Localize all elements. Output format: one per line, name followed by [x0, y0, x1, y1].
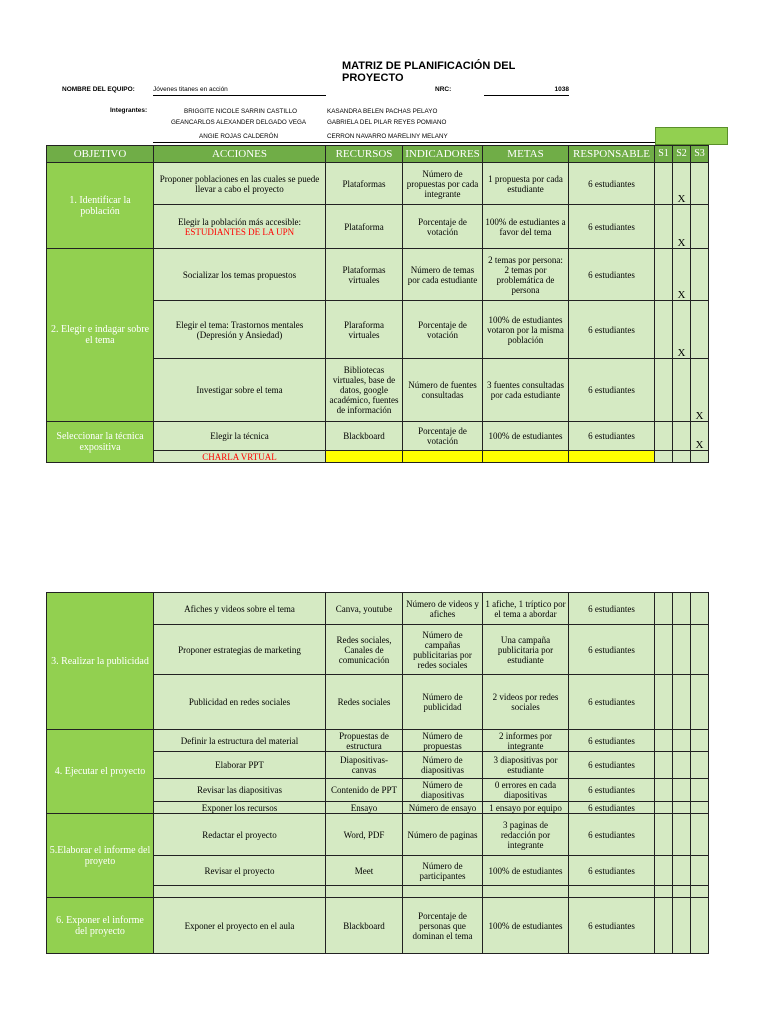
s1-cell	[655, 249, 673, 301]
recurso-cell: Bibliotecas virtuales, base de datos, google académico, fuentes de información	[326, 359, 403, 422]
indicador-cell: Número de diapositivas	[403, 779, 483, 802]
accion-cell: Elegir el tema: Trastornos mentales (Depresión y Ansiedad)	[154, 301, 326, 359]
meta-cell: 3 diapositivas por estudiante	[483, 752, 569, 779]
responsable-cell: 6 estudiantes	[569, 730, 655, 752]
responsable-cell: 6 estudiantes	[569, 205, 655, 249]
indicador-cell: Porcentaje de votación	[403, 422, 483, 451]
s1-cell	[655, 730, 673, 752]
table-row	[47, 249, 709, 301]
s2-cell: X	[673, 205, 691, 249]
meta-cell: 3 fuentes consultadas por cada estudiante	[483, 359, 569, 422]
s2-cell	[673, 675, 691, 730]
s3-cell	[691, 814, 709, 856]
accion-cell: Exponer el proyecto en el aula	[154, 898, 326, 954]
s1-cell	[655, 593, 673, 625]
recurso-cell: Plataformas virtuales	[326, 249, 403, 301]
table-row	[47, 422, 709, 451]
accion-text: Elegir la población más accesible:	[178, 216, 301, 227]
s2-cell	[673, 422, 691, 451]
s2-cell	[673, 886, 691, 898]
s2-cell	[673, 625, 691, 675]
document-title: MATRIZ DE PLANIFICACIÓN DEL PROYECTO	[342, 60, 516, 84]
accion-cell: Definir la estructura del material	[154, 730, 326, 752]
s2-cell: X	[673, 163, 691, 205]
responsable-cell: 6 estudiantes	[569, 625, 655, 675]
member-name: CERRON NAVARRO MARELINY MELANY	[327, 133, 448, 140]
s1-cell	[655, 802, 673, 814]
member-name: BRIGGITE NICOLE SARRIN CASTILLO	[184, 108, 298, 115]
s2-cell	[673, 593, 691, 625]
s2-cell	[673, 779, 691, 802]
s3-cell	[691, 856, 709, 886]
header-corner-cell	[655, 127, 728, 145]
s1-cell	[655, 898, 673, 954]
accion-cell: Proponer poblaciones en las cuales se puede llevar a cabo el proyecto	[154, 163, 326, 205]
indicador-cell: Porcentaje de personas que dominan el tema	[403, 898, 483, 954]
s1-cell	[655, 163, 673, 205]
responsable-cell: 6 estudiantes	[569, 856, 655, 886]
accion-cell: Revisar las diapositivas	[154, 779, 326, 802]
table-row	[47, 593, 709, 625]
s3-cell	[691, 730, 709, 752]
recurso-cell: Plataforma	[326, 205, 403, 249]
accion-cell: Revisar el proyecto	[154, 856, 326, 886]
meta-cell: 100% de estudiantes	[483, 856, 569, 886]
meta-cell: 2 informes por integrante	[483, 730, 569, 752]
header-s2: S2	[673, 146, 691, 163]
member-name: GEANCARLOS ALEXANDER DELGADO VEGA	[171, 119, 307, 126]
indicador-cell: Número de publicidad	[403, 675, 483, 730]
meta-cell: 1 ensayo por equipo	[483, 802, 569, 814]
indicador-cell: Número de paginas	[403, 814, 483, 856]
table-row	[47, 898, 709, 954]
indicador-cell: Número de fuentes consultadas	[403, 359, 483, 422]
responsable-cell: 6 estudiantes	[569, 422, 655, 451]
objective-cell: 2. Elegir e indagar sobre el tema	[47, 249, 154, 422]
accion-cell: Investigar sobre el tema	[154, 359, 326, 422]
s2-cell	[673, 730, 691, 752]
accion-cell	[154, 886, 326, 898]
s3-cell	[691, 886, 709, 898]
s3-cell	[691, 625, 709, 675]
objective-cell: 6. Exponer el informe del proyecto	[47, 898, 154, 954]
accion-cell: CHARLA VRTUAL	[154, 451, 326, 463]
s3-cell: X	[691, 359, 709, 422]
header-responsable: RESPONSABLE	[569, 146, 655, 163]
s3-cell	[691, 249, 709, 301]
s3-cell	[691, 779, 709, 802]
responsable-cell: 6 estudiantes	[569, 593, 655, 625]
responsable-cell: 6 estudiantes	[569, 163, 655, 205]
meta-cell: 1 propuesta por cada estudiante	[483, 163, 569, 205]
s1-cell	[655, 886, 673, 898]
recurso-cell: Plataformas	[326, 163, 403, 205]
team-value: Jóvenes titanes en acción	[153, 86, 326, 96]
members-label: Integrantes:	[110, 107, 148, 114]
recurso-cell	[326, 886, 403, 898]
recurso-cell: Diapositivas-canvas	[326, 752, 403, 779]
responsable-cell: 6 estudiantes	[569, 752, 655, 779]
responsable-cell: 6 estudiantes	[569, 249, 655, 301]
s2-cell	[673, 752, 691, 779]
s1-cell	[655, 451, 673, 463]
s3-cell	[691, 752, 709, 779]
s1-cell	[655, 422, 673, 451]
accion-cell: Elegir la técnica	[154, 422, 326, 451]
header-indicadores: INDICADORES	[403, 146, 483, 163]
s3-cell	[691, 593, 709, 625]
table-row	[47, 814, 709, 856]
s1-cell	[655, 814, 673, 856]
s1-cell	[655, 675, 673, 730]
indicador-cell: Número de propuestas	[403, 730, 483, 752]
header-s1: S1	[655, 146, 673, 163]
s3-cell	[691, 451, 709, 463]
accion-cell: Socializar los temas propuestos	[154, 249, 326, 301]
s2-cell	[673, 814, 691, 856]
header-row	[47, 146, 709, 163]
responsable-cell: 6 estudiantes	[569, 814, 655, 856]
header-acciones: ACCIONES	[154, 146, 326, 163]
indicador-cell: Número de ensayo	[403, 802, 483, 814]
header-objetivo: OBJETIVO	[47, 146, 154, 163]
meta-cell: 100% de estudiantes	[483, 422, 569, 451]
s3-cell	[691, 675, 709, 730]
accion-cell: Afiches y videos sobre el tema	[154, 593, 326, 625]
recurso-cell: Word, PDF	[326, 814, 403, 856]
responsable-cell	[569, 886, 655, 898]
s2-cell	[673, 451, 691, 463]
responsable-cell: 6 estudiantes	[569, 802, 655, 814]
meta-cell: Una campaña publicitaria por estudiante	[483, 625, 569, 675]
s2-cell	[673, 898, 691, 954]
table-row	[47, 163, 709, 205]
s1-cell	[655, 359, 673, 422]
s2-cell: X	[673, 301, 691, 359]
s1-cell	[655, 752, 673, 779]
planning-table-1	[46, 145, 709, 463]
s1-cell	[655, 779, 673, 802]
indicador-cell: Porcentaje de votación	[403, 205, 483, 249]
accion-cell: Publicidad en redes sociales	[154, 675, 326, 730]
recurso-cell: Canva, youtube	[326, 593, 403, 625]
accion-cell	[154, 205, 326, 249]
recurso-cell: Meet	[326, 856, 403, 886]
responsable-cell: 6 estudiantes	[569, 301, 655, 359]
s2-cell	[673, 802, 691, 814]
indicador-cell	[403, 451, 483, 463]
accion-cell: Elaborar PPT	[154, 752, 326, 779]
recurso-cell: Propuestas de estructura	[326, 730, 403, 752]
member-name: KASANDRA BELEN PACHAS PELAYO	[327, 108, 438, 115]
header-s3: S3	[691, 146, 709, 163]
s1-cell	[655, 205, 673, 249]
recurso-cell: Redes sociales	[326, 675, 403, 730]
meta-cell: 100% de estudiantes a favor del tema	[483, 205, 569, 249]
indicador-cell: Porcentaje de votación	[403, 301, 483, 359]
members-underline	[153, 142, 655, 143]
meta-cell	[483, 451, 569, 463]
objective-cell: Seleccionar la técnica expositiva	[47, 422, 154, 463]
meta-cell: 0 errores en cada diapositivas	[483, 779, 569, 802]
responsable-cell: 6 estudiantes	[569, 898, 655, 954]
s1-cell	[655, 856, 673, 886]
nrc-value: 1038	[484, 86, 569, 96]
accion-highlight: ESTUDIANTES DE LA UPN	[184, 226, 295, 237]
objective-cell: 5.Elaborar el informe del proyeto	[47, 814, 154, 898]
responsable-cell: 6 estudiantes	[569, 779, 655, 802]
table-row	[47, 730, 709, 752]
recurso-cell: Blackboard	[326, 422, 403, 451]
meta-cell: 100% de estudiantes	[483, 898, 569, 954]
objective-cell: 1. Identificar la población	[47, 163, 154, 249]
s1-cell	[655, 625, 673, 675]
indicador-cell: Número de campañas publicitarias por redes sociales	[403, 625, 483, 675]
indicador-cell: Número de participantes	[403, 856, 483, 886]
s3-cell	[691, 205, 709, 249]
s3-cell	[691, 163, 709, 205]
header-metas: METAS	[483, 146, 569, 163]
team-label: NOMBRE DEL EQUIPO:	[62, 86, 135, 93]
recurso-cell: Ensayo	[326, 802, 403, 814]
indicador-cell	[403, 886, 483, 898]
meta-cell: 2 videos por redes sociales	[483, 675, 569, 730]
s2-cell	[673, 359, 691, 422]
s2-cell	[673, 856, 691, 886]
header-recursos: RECURSOS	[326, 146, 403, 163]
indicador-cell: Número de diapositivas	[403, 752, 483, 779]
indicador-cell: Número de propuestas por cada integrante	[403, 163, 483, 205]
meta-cell: 3 paginas de redacción por integrante	[483, 814, 569, 856]
accion-cell: Proponer estrategias de marketing	[154, 625, 326, 675]
indicador-cell: Número de temas por cada estudiante	[403, 249, 483, 301]
planning-table-2	[46, 592, 709, 954]
s3-cell	[691, 802, 709, 814]
accion-cell: Redactar el proyecto	[154, 814, 326, 856]
objective-cell: 3. Realizar la publicidad	[47, 593, 154, 730]
accion-cell: Exponer los recursos	[154, 802, 326, 814]
responsable-cell	[569, 451, 655, 463]
recurso-cell: Redes sociales, Canales de comunicación	[326, 625, 403, 675]
s2-cell: X	[673, 249, 691, 301]
recurso-cell: Blackboard	[326, 898, 403, 954]
recurso-cell: Plaraforma virtuales	[326, 301, 403, 359]
member-name: GABRIELA DEL PILAR REYES POMIANO	[327, 119, 447, 126]
recurso-cell: Contenido de PPT	[326, 779, 403, 802]
s3-cell: X	[691, 422, 709, 451]
s3-cell	[691, 301, 709, 359]
meta-cell: 2 temas por persona: 2 temas por problemática de persona	[483, 249, 569, 301]
s1-cell	[655, 301, 673, 359]
member-name: ANGIE ROJAS CALDERÓN	[199, 133, 279, 140]
meta-cell: 100% de estudiantes votaron por la misma población	[483, 301, 569, 359]
responsable-cell: 6 estudiantes	[569, 675, 655, 730]
indicador-cell: Número de videos y afiches	[403, 593, 483, 625]
meta-cell: 1 afiche, 1 tríptico por el tema a abordar	[483, 593, 569, 625]
nrc-label: NRC:	[435, 86, 452, 93]
meta-cell	[483, 886, 569, 898]
recurso-cell	[326, 451, 403, 463]
objective-cell: 4. Ejecutar el proyecto	[47, 730, 154, 814]
responsable-cell: 6 estudiantes	[569, 359, 655, 422]
s3-cell	[691, 898, 709, 954]
